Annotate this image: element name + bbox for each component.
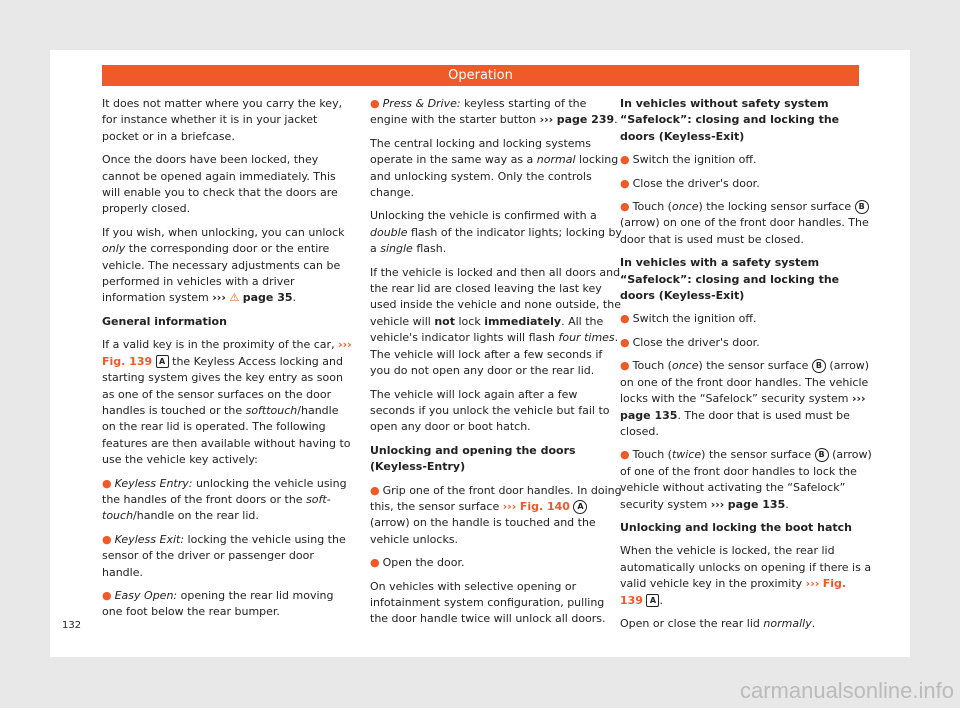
- bullet-icon: ●: [620, 153, 630, 167]
- bullet-item: ● Switch the ignition off.: [620, 153, 757, 167]
- paragraph: On vehicles with selective opening or infotainment system configuration, pulling the door handle twice will unlock all doors.: [370, 579, 606, 626]
- watermark: carmanualsonline.info: [739, 678, 954, 703]
- bullet-icon: ●: [370, 556, 380, 570]
- page-reference[interactable]: page 239: [556, 113, 615, 127]
- arrows: ›››: [805, 577, 820, 591]
- bullet-item: ● Switch the ignition off.: [620, 312, 757, 326]
- bullet-icon: ●: [102, 588, 112, 602]
- arrows: ›››: [338, 338, 352, 352]
- figure-tag: B: [812, 359, 826, 373]
- paragraph: It does not matter where you carry the key, for instance whether it is in your jacket pocket or in a briefcase.: [102, 97, 343, 143]
- paragraph: If the vehicle is locked and then all doors and the rear lid are closed leaving the last key used inside the vehicle and none outside, the vehicle will not lock immediately. All the vehicle's indicator lights will flash four times. The vehicle will lock after a few seconds if you do not open any door or the rear lid.: [370, 265, 621, 378]
- paragraph: Open or close the rear lid normally.: [620, 616, 816, 630]
- paragraph: When the vehicle is locked, the rear lid automatically unlocks on opening if there is a valid vehicle key in the proximity ››› Fig. 139 A .: [620, 544, 872, 607]
- bullet-icon: ●: [620, 335, 630, 349]
- bullet-item: ● Close the driver's door.: [620, 335, 760, 349]
- bullet-icon: ●: [620, 448, 630, 462]
- figure-tag: A: [156, 355, 169, 368]
- subheading: Unlocking and locking the boot hatch: [620, 520, 852, 534]
- figure-reference[interactable]: Fig. 139: [102, 354, 153, 368]
- figure-tag: B: [815, 448, 829, 462]
- page-reference[interactable]: page 135: [727, 497, 786, 511]
- bullet-icon: ●: [102, 476, 112, 490]
- arrows: ›››: [539, 113, 554, 127]
- arrows: ›››: [851, 392, 866, 406]
- paragraph: The central locking and locking systems operate in the same way as a normal locking and unlocking system. Only the controls change.: [370, 136, 619, 200]
- subheading: In vehicles with a safety system “Safelock”: closing and locking the doors (Keyless-Exit): [620, 256, 840, 303]
- manual-page: [50, 50, 910, 657]
- paragraph: Once the doors have been locked, they cannot be opened again immediately. This will enable you to check that the doors are properly closed.: [102, 153, 338, 216]
- bullet-icon: ●: [620, 176, 630, 190]
- paragraph: If you wish, when unlocking, you can unlock only the corresponding door or the entire vehicle. The necessary adjustments can be performed in vehicles with a driver information system ››› ⚠ page 35.: [102, 225, 345, 305]
- bullet-icon: ●: [370, 97, 380, 110]
- paragraph: The vehicle will lock again after a few seconds if you unlock the vehicle but fail to open any door or boot hatch.: [370, 387, 610, 434]
- page-reference[interactable]: page 35: [242, 291, 293, 305]
- bullet-item: ● Grip one of the front door handles. In doing this, the sensor surface ››› Fig. 140 A (arrow) on the handle is touched and the vehicle unlocks.: [370, 483, 622, 546]
- figure-reference[interactable]: Fig. 140: [519, 499, 570, 513]
- bullet-item: ● Close the driver's door.: [620, 176, 760, 190]
- bullet-item: ● Easy Open: opening the rear lid moving one foot below the rear bumper.: [102, 588, 334, 619]
- column-3: [620, 96, 872, 639]
- paragraph: Unlocking the vehicle is confirmed with a double flash of the indicator lights; locking by a single flash.: [370, 209, 622, 256]
- column-1: [102, 96, 354, 628]
- bullet-icon: ●: [620, 312, 630, 326]
- bullet-item: ● Keyless Exit: locking the vehicle using the sensor of the driver or passenger door handle.: [102, 532, 346, 579]
- subheading: In vehicles without safety system “Safelock”: closing and locking the doors (Keyless-Exit): [620, 97, 840, 143]
- subheading: Unlocking and opening the doors (Keyless-Entry): [370, 443, 576, 474]
- figure-tag: A: [573, 500, 587, 514]
- column-2: [370, 96, 622, 635]
- bullet-icon: ●: [620, 200, 630, 214]
- bullet-icon: ●: [370, 483, 380, 497]
- arrows: ›››: [710, 497, 725, 511]
- paragraph: If a valid key is in the proximity of the car, ››› Fig. 139 A the Keyless Access locking and starting system gives the key entry as soon as one of the sensor surfaces on the door handles is touched or the softtouch/handle on the rear lid is operated. The following features are then available without having to use the vehicle key actively:: [102, 338, 352, 467]
- bullet-item: ● Keyless Entry: unlocking the vehicle using the handles of the front doors or the soft-touch/handle on the rear lid.: [102, 476, 347, 523]
- bullet-item: ● Touch (twice) the sensor surface B (arrow) of one of the front door handles to lock the vehicle without activating the “Safelock” security system ››› page 135.: [620, 448, 872, 511]
- arrows: ›››: [212, 291, 226, 305]
- page-number: 132: [62, 620, 82, 631]
- bullet-item: ● Open the door.: [370, 556, 465, 570]
- figure-tag: B: [855, 200, 869, 214]
- subheading: General information: [102, 314, 227, 328]
- bullet-icon: ●: [620, 359, 630, 373]
- section-header: Operation: [102, 65, 859, 86]
- page-reference[interactable]: page 135: [620, 408, 678, 422]
- bullet-item: ● Touch (once) the locking sensor surface B (arrow) on one of the front door handles. The door that is used must be closed.: [620, 200, 869, 246]
- bullet-item: ● Touch (once) the sensor surface B (arrow) on one of the front door handles. The vehicle locks with the “Safelock” security system ››› page 135. The door that is used must be closed.: [620, 359, 870, 438]
- figure-reference[interactable]: Fig. 139: [620, 577, 847, 607]
- figure-tag: A: [646, 594, 659, 607]
- warning-triangle-book-icon: ⚠: [229, 291, 240, 305]
- bullet-item: ● Press & Drive: keyless starting of the engine with the starter button ››› page 239.: [370, 97, 618, 127]
- bullet-icon: ●: [102, 532, 112, 546]
- arrows: ›››: [502, 499, 517, 513]
